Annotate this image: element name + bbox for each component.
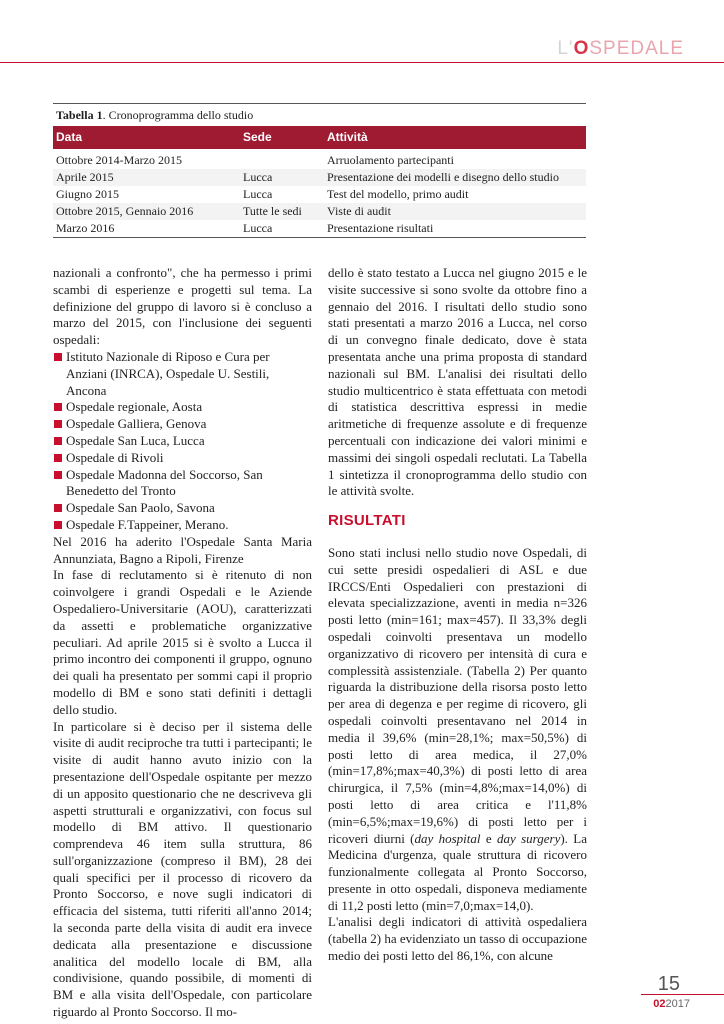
cell-activity: Presentazione risultati bbox=[327, 221, 434, 235]
schedule-grid bbox=[53, 126, 586, 237]
cell-date: Ottobre 2015, Gennaio 2016 bbox=[53, 203, 240, 220]
cell-date: Ottobre 2014-Marzo 2015 bbox=[56, 153, 182, 167]
paragraph: In particolare si è deciso per il sistema delle visite di audit reciproche tra tutti i partecipanti; le visite di audit hanno avuto inizio con la presentazione dell'Ospedale ospitante per mezzo di un apposito questionario che ne descriveva gli aspetti strutturali e organizzativi, con focus sul modello di BM attivo. Il questionario comprendeva 46 item sulla struttura, 86 sull'organizzazione (compreso il BM), 28 dei quali specifici per il processo di ricovero da Pronto Soccorso, e nove sugli indicatori di efficacia del sistema, tutti riferiti all'anno 2014; la seconda parte della visita di audit era invece dedicata alla presentazione e discussione analitica del modello locale di BM, alla condivisione, quando possibile, di momenti di BM e alla visita dell'Ospedale, con particolare riguardo al Pronto Soccorso. Il mo- bbox=[53, 718, 312, 1020]
cell-site bbox=[240, 149, 324, 169]
issue-number: 02 bbox=[653, 998, 666, 1010]
paragraph-text: Sono stati inclusi nello studio nove Ospedali, di cui sette presidi ospedalieri di ASL e due IRCCS/Enti Ospedalieri con prestazioni di elevata specializzazione, aventi in media n=326 posti letto (min=161; max=457). Il 33,3% degli ospedali coinvolti presentava un modello organizzativo di ricovero per intensità di cura e complessità assistenziale. (Tabella 2) Per quanto riguarda la distribuzione della risorsa posto letto per area di degenza e per regime di ricovero, gli ospedali coinvolti presentavano nel 2014 in media il 39,6% (min=28,1%; max=50,5%) di posti letto di area medica, il 27,0%(min=17,8%;max=40,3%) di posti letto di area chirurgica, il 7,5% (min=4,8%;max=14,0%) di posti letto di area critica e l'11,8% (min=6,5%;max=19,6%) di posti letto per i ricoveri diurni ( bbox=[328, 544, 587, 846]
table-row bbox=[53, 220, 586, 237]
list-item: Ospedale Madonna del Soccorso, San Benedetto del Tronto bbox=[53, 467, 312, 501]
list-item: Ospedale F.Tappeiner, Merano. bbox=[53, 517, 312, 534]
list-item: Ospedale di Rivoli bbox=[53, 450, 312, 467]
table-caption-label: Tabella 1 bbox=[56, 108, 103, 122]
cell-activity: Test del modello, primo audit bbox=[327, 187, 469, 201]
list-item: Ospedale San Paolo, Savona bbox=[53, 500, 312, 517]
paragraph: L'analisi degli indicatori di attività ospedaliera (tabella 2) ha evidenziato un tasso di occupazione medio dei posti letto del 86,1%, con alcune bbox=[328, 914, 587, 964]
cell-activity: Viste di audit bbox=[324, 203, 586, 220]
cell-date: Giugno 2015 bbox=[56, 187, 119, 201]
issue-year: 2017 bbox=[665, 998, 690, 1010]
italic-term: day hospital bbox=[414, 830, 481, 846]
section-heading: RISULTATI bbox=[328, 512, 406, 530]
journal-logo bbox=[557, 38, 684, 60]
paragraph-text: e bbox=[480, 830, 497, 846]
list-item: Ospedale Galliera, Genova bbox=[53, 416, 312, 433]
cell-date: Aprile 2015 bbox=[53, 169, 240, 186]
col-header-site: Sede bbox=[243, 130, 272, 144]
table-row bbox=[53, 203, 586, 220]
logo-part-1: L' bbox=[557, 38, 574, 59]
cell-activity: Arruolamento partecipanti bbox=[327, 153, 454, 167]
page-number: 15 bbox=[657, 973, 680, 995]
table-caption bbox=[53, 104, 586, 126]
footer-rule bbox=[641, 994, 724, 995]
logo-part-3: SPEDALE bbox=[589, 38, 684, 59]
table-bottom-rule bbox=[53, 237, 586, 238]
right-text-column bbox=[328, 265, 587, 965]
header-rule bbox=[0, 62, 724, 63]
table-header-row bbox=[53, 126, 586, 149]
issue-label bbox=[653, 998, 690, 1010]
cell-date: Marzo 2016 bbox=[56, 221, 115, 235]
italic-term: day surgery bbox=[496, 830, 561, 846]
table-row bbox=[53, 149, 586, 169]
table-row bbox=[53, 186, 586, 203]
list-item: Ospedale regionale, Aosta bbox=[53, 399, 312, 416]
left-text-column bbox=[53, 265, 312, 1021]
paragraph: Nel 2016 ha aderito l'Ospedale Santa Maria Annunziata, Bagno a Ripoli, Firenze bbox=[53, 533, 312, 566]
table-row bbox=[53, 169, 586, 186]
cell-site: Lucca bbox=[240, 169, 324, 186]
list-item: Istituto Nazionale di Riposo e Cura per Anziani (INRCA), Ospedale U. Sestili, Ancona bbox=[53, 349, 312, 399]
hospital-list bbox=[53, 349, 312, 534]
cell-site: Lucca bbox=[243, 221, 273, 235]
list-item: Ospedale San Luca, Lucca bbox=[53, 433, 312, 450]
paragraph-text: ). La Medicina d'urgenza, quale struttura di ricovero funzionalmente collegata al Pronto Soccorso, presente in otto ospedali, disponeva mediamente di 11,2 posti letto (min=7,0;max=14,0). bbox=[328, 830, 587, 913]
col-header-activity: Attività bbox=[327, 130, 368, 144]
paragraph bbox=[328, 545, 587, 915]
table-caption-text: . Cronoprogramma dello studio bbox=[102, 108, 254, 122]
cell-site: Tutte le sedi bbox=[240, 203, 324, 220]
paragraph: dello è stato testato a Lucca nel giugno 2015 e le visite successive si sono svolte da ottobre fino a gennaio del 2016. I risultati dello studio sono stati presentati a marzo 2016 a Lucca, nel corso di un convegno finale dedicato, dove è stata presentata anche una prima proposta di standard nazionali sul BM. L'analisi dei risultati dello studio multicentrico è stata effettuata con metodi di statistica descrittiva espressi in medie aritmetiche di frequenze assolute e di frequenze percentuali con indicazione dei valori minimi e massimi dei singoli ospedali reclutati. La Tabella 1 sintetizza il cronoprogramma dello studio con le attività svolte. bbox=[328, 265, 587, 499]
cell-site: Lucca bbox=[243, 187, 273, 201]
paragraph: nazionali a confronto", che ha permesso i primi scambi di esperienze e progetti sul tema. La definizione del gruppo di lavoro si è concluso a marzo del 2015, con l'inclusione dei seguenti ospedali: bbox=[53, 265, 312, 348]
schedule-table bbox=[53, 103, 586, 238]
paragraph: In fase di reclutamento si è ritenuto di non coinvolgere i grandi Ospedali e le Aziende Ospedaliero-Universitarie (AOU), caratterizzati da assetti e problematiche organizzative peculiari. Ad aprile 2015 si è svolto a Lucca il primo incontro dei componenti il gruppo, ognuno dei quali ha presentato per sommi capi il proprio modello di BM e sono stati definiti i dettagli dello studio. bbox=[53, 567, 312, 717]
cell-activity: Presentazione dei modelli e disegno dello studio bbox=[324, 169, 586, 186]
logo-part-2: O bbox=[573, 38, 590, 59]
col-header-date: Data bbox=[56, 130, 83, 144]
